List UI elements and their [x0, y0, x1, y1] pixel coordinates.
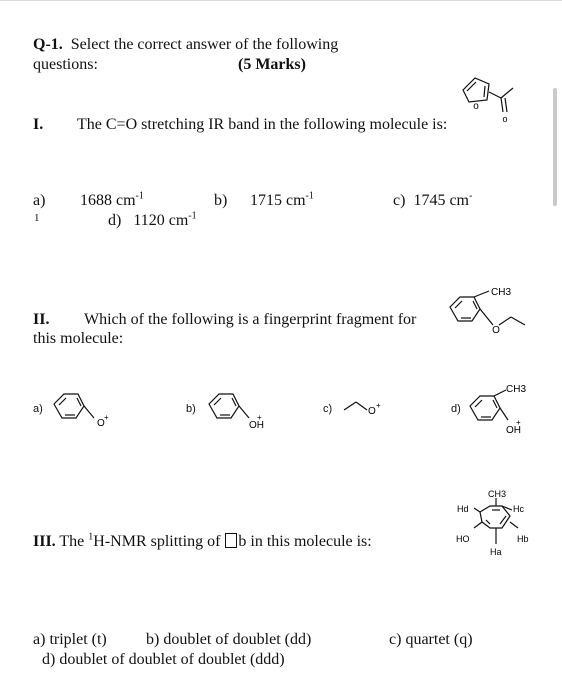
option-2d-letter: d)	[451, 403, 461, 415]
nmr-ch3-label: CH3	[488, 489, 507, 499]
option-2c-fragment[interactable]	[340, 396, 400, 421]
question-header-line-2: questions:	[33, 56, 98, 73]
option-1a-letter: a)	[33, 192, 46, 209]
part-2-question-line-2: this molecule:	[33, 330, 124, 347]
option-1a[interactable]: 1688 $cm^{-1}$	[80, 190, 144, 209]
option-1b-letter: b)	[214, 192, 228, 209]
option-2d-atom: OH	[506, 425, 521, 436]
part-1-question: The C=O stretching IR band in the following molecule is:	[77, 116, 448, 133]
option-1b[interactable]: 1715 $cm^{-1}$	[250, 190, 314, 209]
option-2d-group: CH3	[506, 384, 527, 395]
option-2b-fragment[interactable]	[205, 388, 275, 433]
option-3a[interactable]: a) triplet (t)	[33, 631, 107, 648]
part-2-label: II.	[33, 311, 50, 328]
stray-mark: 1	[34, 212, 40, 224]
hb-label: Hb	[517, 534, 529, 544]
carbonyl-oxygen-label: o	[502, 114, 508, 124]
marks-label: (5 Marks)	[238, 56, 306, 73]
option-1d[interactable]: d) 1120 $cm^{-1}$	[108, 210, 197, 229]
option-2c-charge: +	[376, 401, 381, 410]
substituted-phenol-molecule	[452, 484, 552, 564]
top-divider	[0, 0, 562, 1]
missing-glyph-box	[225, 533, 237, 548]
option-2a-charge: +	[104, 413, 109, 422]
option-3b[interactable]: b) doublet of doublet (dd)	[146, 631, 312, 648]
part-3-question: III. The $^1$H-NMR splitting of b in this molecule is:	[33, 531, 372, 550]
hc-label: Hc	[513, 504, 524, 514]
ch3-label: CH3	[491, 287, 512, 298]
option-2c-atom: O	[368, 406, 376, 417]
option-2b-atom: OH	[249, 420, 264, 431]
ho-label: HO	[456, 534, 470, 544]
option-2b-charge: +	[257, 413, 262, 422]
option-3c[interactable]: c) quartet (q)	[389, 631, 473, 648]
furan-ketone-molecule	[455, 70, 535, 130]
option-2a-letter: a)	[33, 403, 43, 415]
question-number: Q-1.	[33, 36, 63, 53]
option-2d-charge: +	[516, 418, 521, 427]
option-2a-fragment[interactable]	[50, 388, 120, 433]
part-1-label: I.	[33, 116, 44, 133]
option-2c-letter: c)	[323, 403, 333, 415]
ha-label: Ha	[490, 547, 502, 557]
ether-oxygen-label: O	[492, 325, 500, 336]
option-2a-atom: O	[97, 418, 105, 429]
question-header-line-1	[33, 35, 338, 54]
scrollbar[interactable]	[553, 88, 557, 206]
part-2-question-line-1: Which of the following is a fingerprint fragment for	[84, 311, 417, 328]
ring-oxygen-label: o	[473, 101, 479, 112]
part-3-label: III.	[33, 533, 56, 550]
option-2d-fragment[interactable]	[466, 380, 546, 436]
option-3d[interactable]: d) doublet of doublet of doublet (ddd)	[42, 651, 285, 668]
hd-label: Hd	[457, 504, 469, 514]
option-1c[interactable]: c) 1745 cm-	[393, 190, 473, 209]
question-instruction: Select the correct answer of the following	[70, 36, 339, 53]
ethoxy-methylbenzene-molecule	[445, 285, 535, 345]
option-2b-letter: b)	[186, 403, 196, 415]
